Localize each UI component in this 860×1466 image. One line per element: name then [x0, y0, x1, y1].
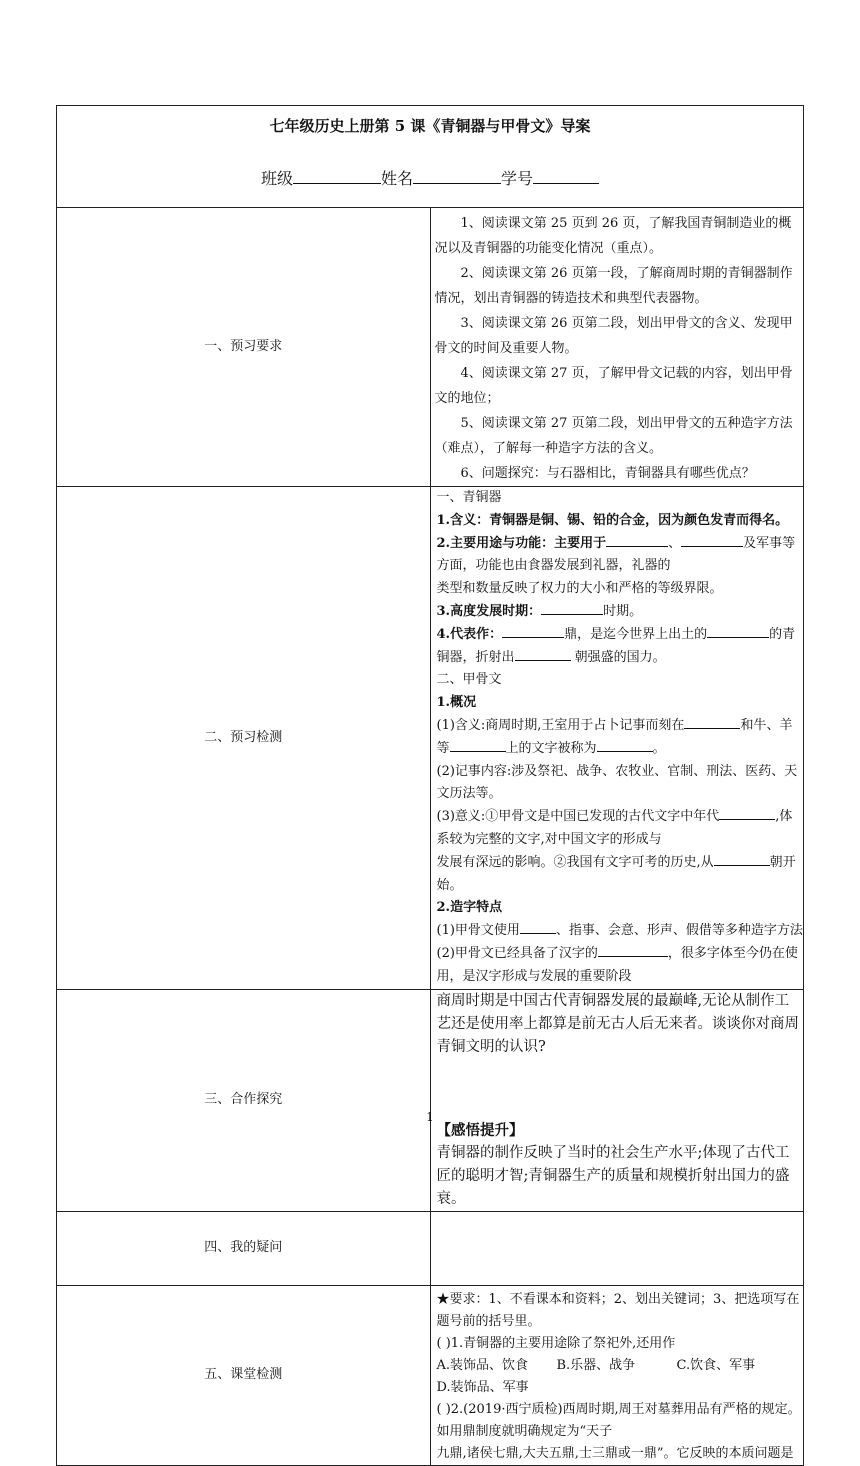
option-b[interactable]: B.乐器、战争 — [556, 1357, 636, 1373]
preview-check-label: 二、预习检测 — [57, 487, 431, 990]
oracle-overview-title: 1.概况 — [436, 695, 477, 711]
class-blank[interactable] — [293, 169, 381, 184]
answer-blank[interactable] — [520, 920, 556, 934]
answer-blank[interactable] — [707, 624, 769, 638]
guide-table — [56, 105, 804, 1466]
bronze-masterpiece: 4.代表作： 鼎，是迄今世界上出土的 的青铜器，折射出 朝强盛的国力。 — [431, 624, 804, 670]
class-test-label: 五、课堂检测 — [57, 1285, 431, 1465]
question-1-options — [431, 1355, 804, 1399]
my-doubts-label: 四、我的疑问 — [57, 1211, 431, 1285]
id-label: 学号 — [501, 169, 534, 188]
answer-blank[interactable] — [598, 943, 668, 957]
answer-blank[interactable] — [541, 601, 603, 615]
oracle-features-title: 2.造字特点 — [436, 900, 503, 916]
answer-blank[interactable] — [681, 533, 743, 547]
bronze-definition: 1.含义：青铜器是铜、锡、铅的合金，因为颜色发青而得名。 — [436, 512, 789, 528]
answer-blank[interactable] — [515, 647, 571, 661]
question-2: ( )2.(2019·西宁质检)西周时期,周王对墓葬用品有严格的规定。如用鼎制度就明确规定为“天子 — [436, 1401, 801, 1439]
answer-blank[interactable] — [684, 715, 740, 729]
cooperation-question: 商周时期是中国古代青铜器发展的最巅峰,无论从制作工艺还是使用率上都算是前无古人后无来者。谈谈你对商周青铜文明的认识? — [436, 992, 799, 1055]
page-title: 七年级历史上册第 5 课《青铜器与甲骨文》导案 — [269, 117, 591, 135]
oracle-definition: (1)含义:商周时期,王室用于占卜记事而刻在 和牛、羊等 上的文字被称为 。 — [431, 715, 804, 761]
section-title-bronze: 一、青铜器 — [436, 490, 502, 505]
requirement-item: 4、阅读课文第 27 页，了解甲骨文记载的内容，划出甲骨文的地位； — [434, 366, 793, 406]
requirement-item: 2、阅读课文第 26 页第一段，了解商周时期的青铜器制作情况，划出青铜器的铸造技术和典型代表器物。 — [434, 266, 793, 306]
oracle-significance-cont: 发展有深远的影响。②我国有文字可考的历史,从 朝开始。 — [431, 852, 804, 898]
oracle-significance: (3)意义:①甲骨文是中国已发现的古代文字中年代 ,体系较为完整的文字,对中国文字的形成与 — [431, 806, 804, 852]
requirement-item: 1、阅读课文第 25 页到 26 页，了解我国青铜制造业的概况以及青铜器的功能变化情况（重点）。 — [434, 216, 792, 256]
answer-blank[interactable] — [450, 738, 506, 752]
requirement-item: 5、阅读课文第 27 页第二段，划出甲骨文的五种造字方法（难点），了解每一种造字方法的含义。 — [434, 416, 793, 456]
answer-blank[interactable] — [714, 852, 770, 866]
section-title-oracle: 二、甲骨文 — [436, 672, 502, 688]
name-label: 姓名 — [380, 169, 413, 188]
answer-blank[interactable] — [502, 624, 564, 638]
id-blank[interactable] — [533, 169, 599, 184]
preview-check-cell — [430, 487, 804, 990]
cooperation-cell — [430, 989, 804, 1211]
insight-text: 青铜器的制作反映了当时的社会生产水平;体现了古代工匠的聪明才智;青铜器生产的质量和规模折射出国力的盛衰。 — [436, 1144, 790, 1207]
bronze-uses-cont: 类型和数量反映了权力的大小和严格的等级界限。 — [436, 581, 723, 597]
student-info-line — [57, 166, 803, 189]
oracle-structure: (2)甲骨文已经具备了汉字的 ，很多字体至今仍在使用，是汉字形成与发展的重要阶段 — [431, 943, 804, 989]
bronze-uses: 2.主要用途与功能：主要用于 、 及军事等方面，功能也由食器发展到礼器，礼器的 — [431, 533, 804, 579]
oracle-content: (2)记事内容:涉及祭祀、战争、农牧业、官制、刑法、医药、天文历法等。 — [436, 763, 798, 802]
answer-blank[interactable] — [719, 806, 775, 820]
option-d[interactable]: D.装饰品、军事 — [436, 1379, 529, 1395]
question-2-cont: 九鼎,诸侯七鼎,大夫五鼎,士三鼎或一鼎”。它反映的本质问题是 — [436, 1445, 794, 1461]
preview-requirements-label: 一、预习要求 — [57, 208, 431, 487]
requirement-item: 3、阅读课文第 26 页第二段，划出甲骨文的含义、发现甲骨文的时间及重要人物。 — [434, 316, 793, 356]
name-blank[interactable] — [413, 169, 501, 184]
answer-blank[interactable] — [606, 533, 668, 547]
class-label: 班级 — [260, 169, 293, 188]
my-doubts-cell[interactable] — [430, 1211, 804, 1285]
test-requirements: ★要求：1、不看课本和资料；2、划出关键词；3、把选项写在题号前的括号里。 — [436, 1291, 800, 1329]
preview-requirements-cell — [430, 208, 804, 487]
page-number: 1 — [426, 1110, 434, 1124]
header-cell — [57, 106, 804, 208]
insight-title: 【感悟提升】 — [436, 1121, 524, 1139]
requirement-item: 6、问题探究：与石器相比，青铜器具有哪些优点？ — [460, 466, 755, 481]
answer-blank[interactable] — [597, 738, 653, 752]
oracle-methods: (1)甲骨文使用 、指事、会意、形声、假借等多种造字方法 — [431, 920, 804, 943]
class-test-cell — [430, 1285, 804, 1465]
cooperation-label: 三、合作探究 — [57, 989, 431, 1211]
option-c[interactable]: C.饮食、军事 — [676, 1357, 756, 1373]
option-a[interactable]: A.装饰品、饮食 — [436, 1357, 529, 1373]
bronze-period: 3.高度发展时期： 时期。 — [431, 601, 804, 624]
question-1: ( )1.青铜器的主要用途除了祭祀外,还用作 — [436, 1335, 676, 1351]
